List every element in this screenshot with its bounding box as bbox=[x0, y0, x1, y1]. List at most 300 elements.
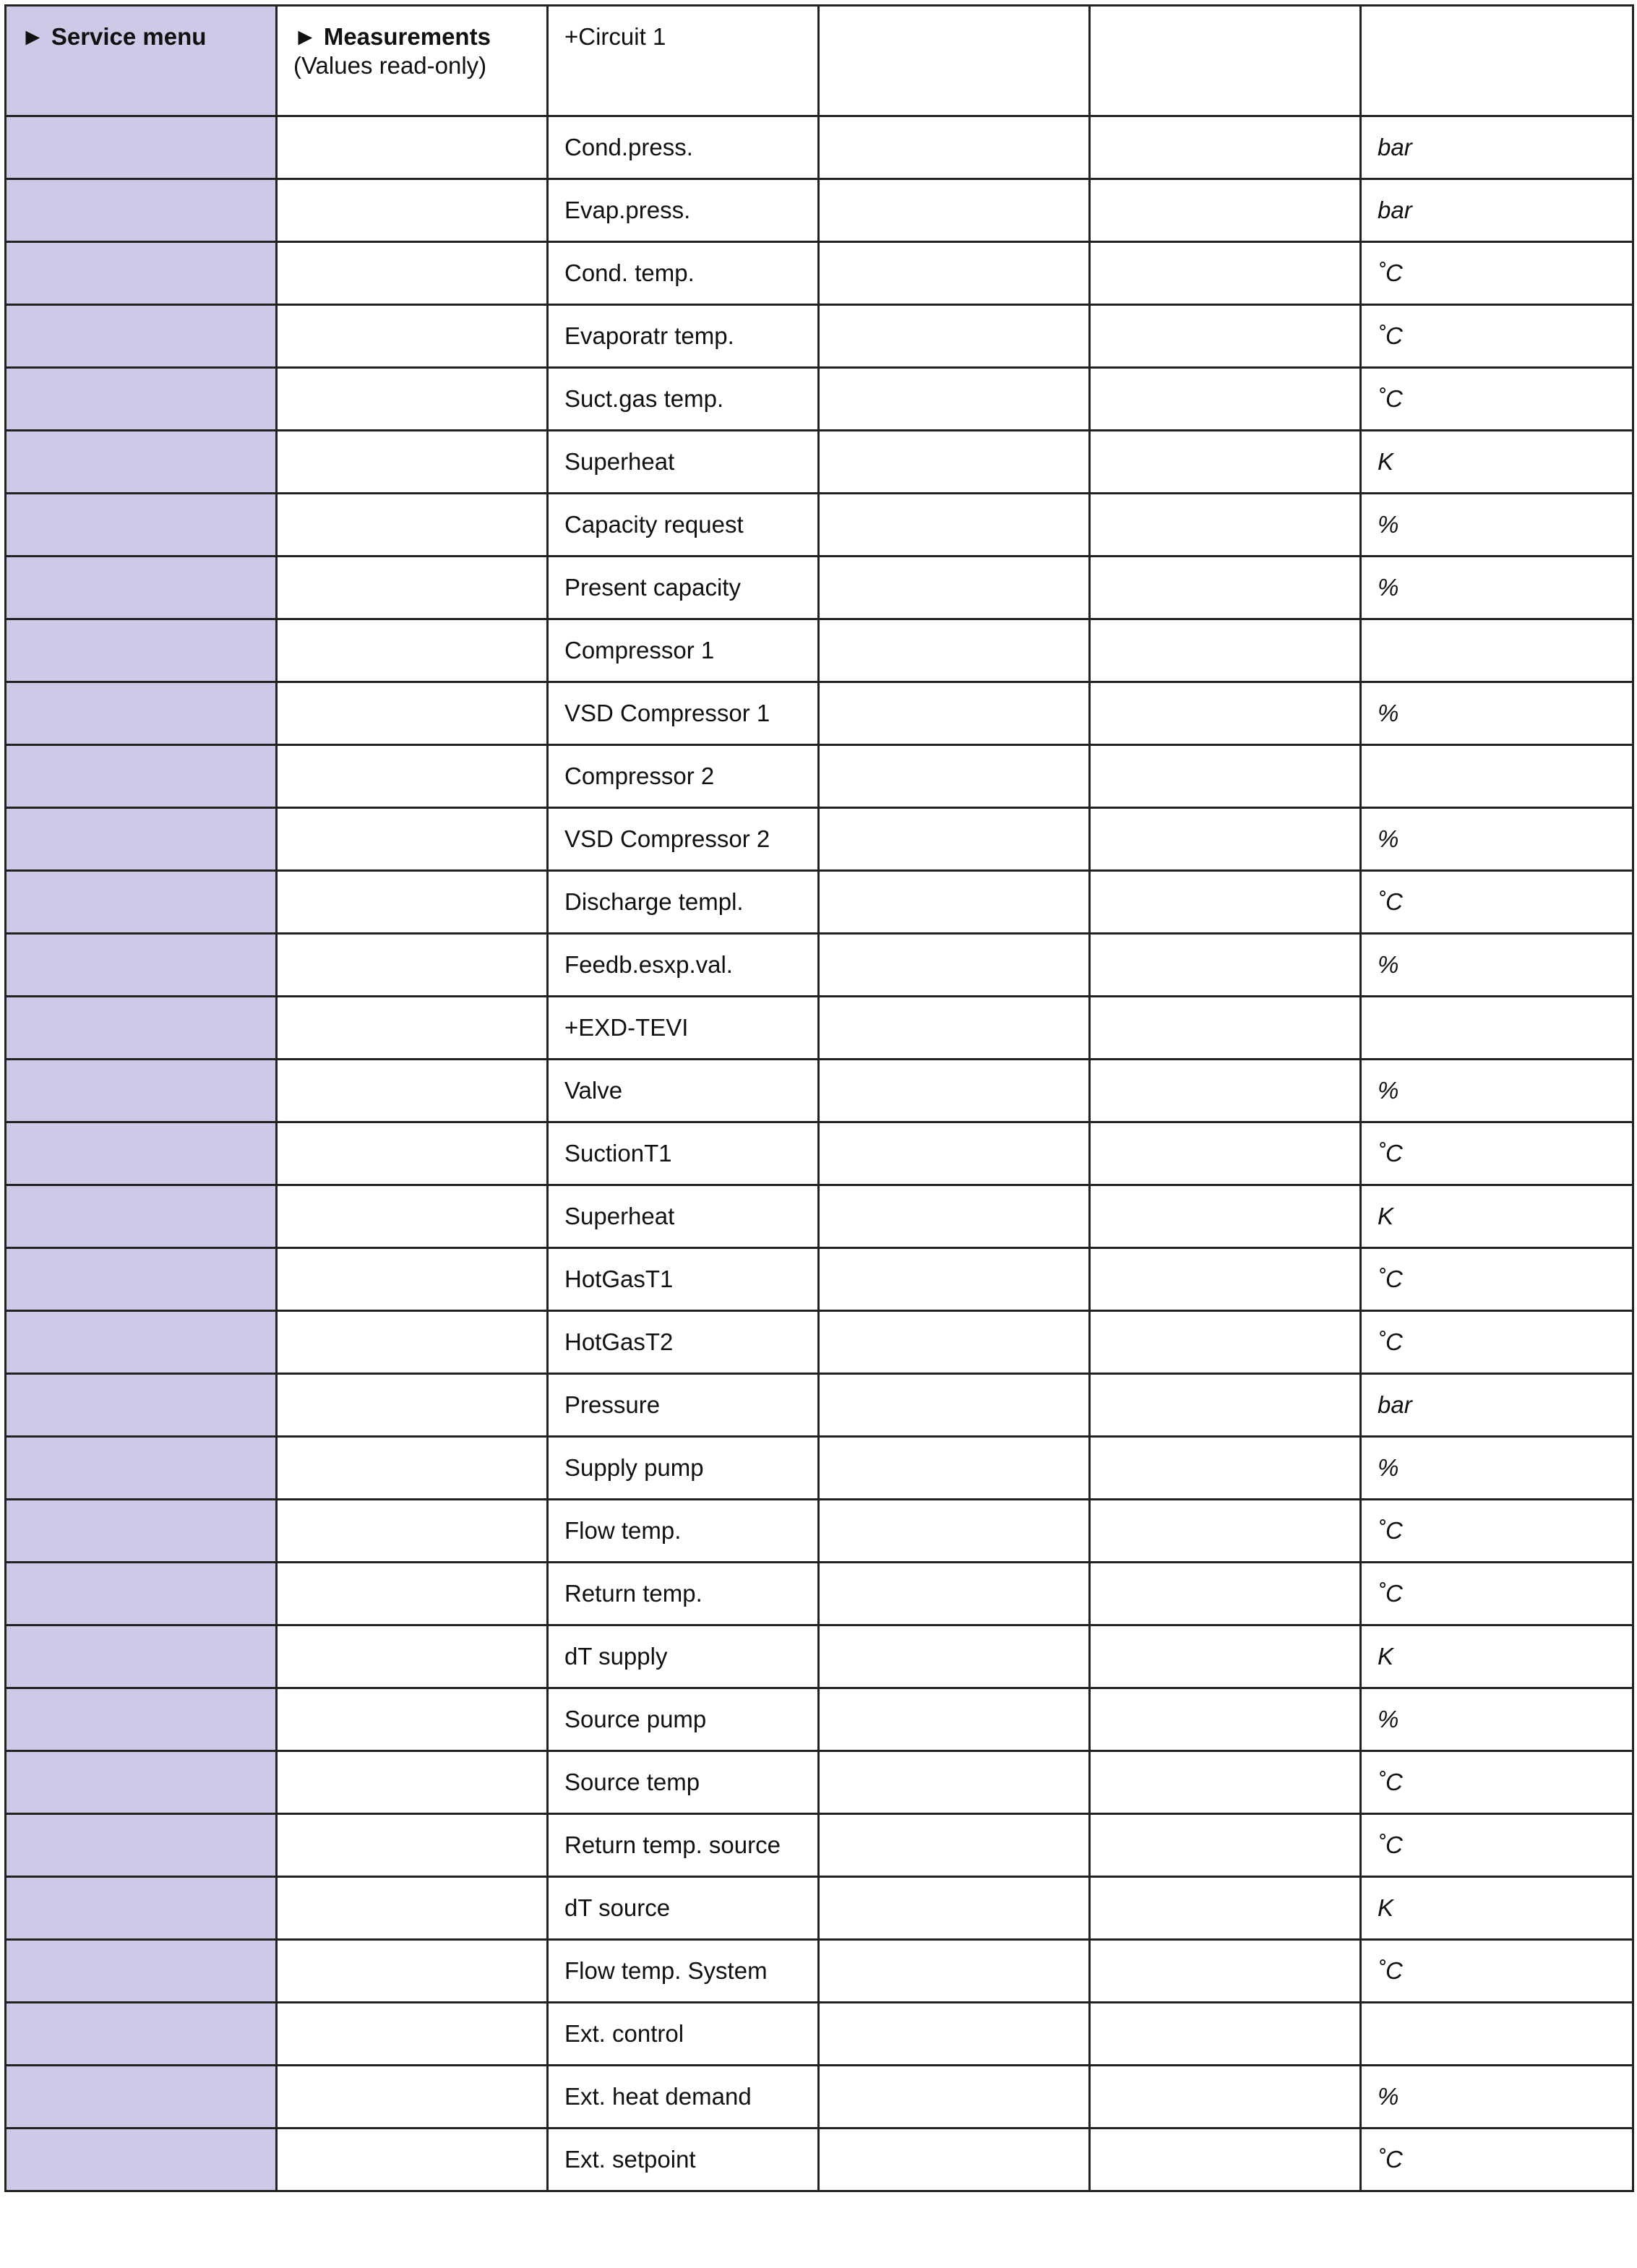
submenu-column-cell bbox=[277, 997, 548, 1060]
unit-cell bbox=[1361, 808, 1633, 871]
unit-label: bar bbox=[1378, 197, 1412, 223]
parameter-label: Superheat bbox=[564, 1203, 675, 1229]
parameter-label: dT source bbox=[564, 1894, 671, 1921]
empty-cell bbox=[1090, 1311, 1361, 1374]
parameter-cell bbox=[548, 1940, 819, 2003]
parameter-label: Source temp bbox=[564, 1769, 700, 1795]
menu-column-cell bbox=[6, 116, 277, 179]
measurements-label: ► Measurements bbox=[293, 23, 491, 50]
unit-label: ˚C bbox=[1378, 1580, 1403, 1607]
menu-column-cell bbox=[6, 1877, 277, 1940]
menu-column-cell bbox=[6, 1248, 277, 1311]
empty-cell bbox=[819, 1500, 1090, 1563]
empty-cell bbox=[819, 1311, 1090, 1374]
menu-column-cell bbox=[6, 242, 277, 305]
table-row bbox=[6, 1311, 1633, 1374]
empty-cell bbox=[1090, 1814, 1361, 1877]
submenu-column-cell bbox=[277, 934, 548, 997]
unit-label: % bbox=[1378, 574, 1399, 601]
empty-cell bbox=[1090, 808, 1361, 871]
unit-cell bbox=[1361, 1311, 1633, 1374]
parameter-cell bbox=[548, 1500, 819, 1563]
parameter-label: SuctionT1 bbox=[564, 1140, 672, 1167]
menu-column-cell bbox=[6, 1185, 277, 1248]
parameter-cell bbox=[548, 1248, 819, 1311]
table-row bbox=[6, 871, 1633, 934]
submenu-column-cell bbox=[277, 2066, 548, 2129]
empty-cell bbox=[819, 1374, 1090, 1437]
unit-label: K bbox=[1378, 1203, 1394, 1229]
unit-cell bbox=[1361, 2003, 1633, 2066]
table-row bbox=[6, 1814, 1633, 1877]
empty-cell bbox=[1090, 557, 1361, 619]
submenu-column-cell bbox=[277, 116, 548, 179]
empty-cell bbox=[819, 934, 1090, 997]
unit-cell bbox=[1361, 745, 1633, 808]
parameter-label: Ext. setpoint bbox=[564, 2146, 696, 2173]
empty-cell bbox=[819, 179, 1090, 242]
parameter-label: +EXD-TEVI bbox=[564, 1014, 689, 1041]
menu-column-cell bbox=[6, 1374, 277, 1437]
submenu-column-cell bbox=[277, 1751, 548, 1814]
parameter-cell bbox=[548, 808, 819, 871]
empty-cell bbox=[819, 116, 1090, 179]
submenu-column-cell bbox=[277, 2003, 548, 2066]
submenu-column-cell bbox=[277, 494, 548, 557]
empty-cell bbox=[819, 1814, 1090, 1877]
table-row bbox=[6, 997, 1633, 1060]
submenu-column-cell bbox=[277, 1374, 548, 1437]
unit-cell bbox=[1361, 179, 1633, 242]
submenu-column-cell bbox=[277, 1625, 548, 1688]
menu-column-cell bbox=[6, 808, 277, 871]
parameter-label: Compressor 2 bbox=[564, 763, 715, 789]
table-row bbox=[6, 808, 1633, 871]
table-row bbox=[6, 557, 1633, 619]
unit-cell bbox=[1361, 1500, 1633, 1563]
parameter-label: Evap.press. bbox=[564, 197, 691, 223]
unit-label: ˚C bbox=[1378, 1957, 1403, 1984]
parameter-cell bbox=[548, 1751, 819, 1814]
unit-cell bbox=[1361, 1437, 1633, 1500]
submenu-column-cell bbox=[277, 431, 548, 494]
empty-cell bbox=[819, 2003, 1090, 2066]
submenu-column-cell bbox=[277, 2129, 548, 2191]
parameter-label: Cond.press. bbox=[564, 134, 693, 160]
empty-cell bbox=[1090, 242, 1361, 305]
unit-cell bbox=[1361, 2129, 1633, 2191]
parameter-cell bbox=[548, 431, 819, 494]
submenu-column-cell bbox=[277, 1437, 548, 1500]
menu-column-cell bbox=[6, 2003, 277, 2066]
table-row bbox=[6, 1688, 1633, 1751]
empty-cell bbox=[819, 1625, 1090, 1688]
menu-column-cell bbox=[6, 1311, 277, 1374]
parameter-cell bbox=[548, 934, 819, 997]
menu-column-cell bbox=[6, 557, 277, 619]
unit-cell bbox=[1361, 1940, 1633, 2003]
submenu-column-cell bbox=[277, 1688, 548, 1751]
unit-label: % bbox=[1378, 2083, 1399, 2110]
parameter-label: Source pump bbox=[564, 1706, 707, 1732]
submenu-column-cell bbox=[277, 1814, 548, 1877]
unit-cell bbox=[1361, 368, 1633, 431]
parameter-cell bbox=[548, 1311, 819, 1374]
empty-cell bbox=[1090, 1500, 1361, 1563]
parameter-cell bbox=[548, 2129, 819, 2191]
empty-cell bbox=[1090, 1437, 1361, 1500]
empty-cell bbox=[1090, 1122, 1361, 1185]
table-row bbox=[6, 682, 1633, 745]
table-row bbox=[6, 305, 1633, 368]
unit-label: ˚C bbox=[1378, 1831, 1403, 1858]
table-row bbox=[6, 431, 1633, 494]
service-menu-sheet bbox=[4, 4, 1632, 2192]
table-row bbox=[6, 1248, 1633, 1311]
table-row bbox=[6, 619, 1633, 682]
empty-cell bbox=[819, 242, 1090, 305]
empty-cell bbox=[1090, 1248, 1361, 1311]
unit-cell bbox=[1361, 1122, 1633, 1185]
empty-cell bbox=[819, 431, 1090, 494]
parameter-cell bbox=[548, 116, 819, 179]
menu-column-cell bbox=[6, 305, 277, 368]
measurements-table bbox=[4, 4, 1634, 2192]
submenu-column-cell bbox=[277, 1940, 548, 2003]
empty-cell bbox=[1090, 368, 1361, 431]
unit-label: % bbox=[1378, 1706, 1399, 1732]
circuit-cell bbox=[548, 6, 819, 116]
table-row bbox=[6, 494, 1633, 557]
parameter-label: Present capacity bbox=[564, 574, 741, 601]
table-row bbox=[6, 368, 1633, 431]
empty-cell bbox=[1090, 997, 1361, 1060]
unit-label: ˚C bbox=[1378, 1517, 1403, 1544]
unit-cell bbox=[1361, 6, 1633, 116]
parameter-label: Flow temp. bbox=[564, 1517, 682, 1544]
unit-label: ˚C bbox=[1378, 888, 1403, 915]
empty-cell bbox=[1090, 1563, 1361, 1625]
empty-cell bbox=[1090, 494, 1361, 557]
parameter-cell bbox=[548, 1185, 819, 1248]
service-menu-label: ► Service menu bbox=[21, 23, 207, 50]
unit-cell bbox=[1361, 1688, 1633, 1751]
menu-column-cell bbox=[6, 368, 277, 431]
submenu-column-cell bbox=[277, 619, 548, 682]
parameter-cell bbox=[548, 1688, 819, 1751]
unit-label: ˚C bbox=[1378, 2146, 1403, 2173]
parameter-cell bbox=[548, 1563, 819, 1625]
menu-column-cell bbox=[6, 1625, 277, 1688]
unit-label: K bbox=[1378, 1643, 1394, 1670]
empty-cell bbox=[819, 1940, 1090, 2003]
empty-cell bbox=[1090, 1185, 1361, 1248]
unit-cell bbox=[1361, 1814, 1633, 1877]
table-row bbox=[6, 1877, 1633, 1940]
empty-cell bbox=[1090, 2066, 1361, 2129]
unit-cell bbox=[1361, 1625, 1633, 1688]
parameter-cell bbox=[548, 745, 819, 808]
parameter-cell bbox=[548, 1374, 819, 1437]
parameter-label: dT supply bbox=[564, 1643, 668, 1670]
menu-column-cell bbox=[6, 1751, 277, 1814]
unit-cell bbox=[1361, 116, 1633, 179]
unit-cell bbox=[1361, 2066, 1633, 2129]
table-row bbox=[6, 1437, 1633, 1500]
empty-cell bbox=[1090, 305, 1361, 368]
parameter-cell bbox=[548, 242, 819, 305]
parameter-label: VSD Compressor 2 bbox=[564, 825, 770, 852]
empty-cell bbox=[1090, 6, 1361, 116]
unit-cell bbox=[1361, 557, 1633, 619]
table-row bbox=[6, 116, 1633, 179]
parameter-label: HotGasT2 bbox=[564, 1328, 674, 1355]
table-row bbox=[6, 2129, 1633, 2191]
unit-cell bbox=[1361, 1751, 1633, 1814]
unit-cell bbox=[1361, 682, 1633, 745]
table-row bbox=[6, 1060, 1633, 1122]
empty-cell bbox=[819, 745, 1090, 808]
unit-cell bbox=[1361, 431, 1633, 494]
table-row bbox=[6, 179, 1633, 242]
parameter-cell bbox=[548, 1437, 819, 1500]
empty-cell bbox=[819, 1877, 1090, 1940]
submenu-column-cell bbox=[277, 1060, 548, 1122]
submenu-column-cell bbox=[277, 557, 548, 619]
unit-label: % bbox=[1378, 1454, 1399, 1481]
submenu-column-cell bbox=[277, 1500, 548, 1563]
unit-cell bbox=[1361, 997, 1633, 1060]
menu-column-cell bbox=[6, 1437, 277, 1500]
parameter-label: Cond. temp. bbox=[564, 259, 695, 286]
empty-cell bbox=[819, 305, 1090, 368]
empty-cell bbox=[819, 494, 1090, 557]
parameter-cell bbox=[548, 1060, 819, 1122]
menu-column-cell bbox=[6, 682, 277, 745]
empty-cell bbox=[1090, 179, 1361, 242]
menu-column-cell bbox=[6, 494, 277, 557]
parameter-label: Ext. control bbox=[564, 2020, 684, 2047]
parameter-cell bbox=[548, 557, 819, 619]
empty-cell bbox=[819, 1751, 1090, 1814]
empty-cell bbox=[819, 1437, 1090, 1500]
parameter-label: Superheat bbox=[564, 448, 675, 475]
menu-column-cell bbox=[6, 745, 277, 808]
submenu-column-cell bbox=[277, 1248, 548, 1311]
submenu-column-cell bbox=[277, 682, 548, 745]
empty-cell bbox=[819, 808, 1090, 871]
parameter-label: Flow temp. System bbox=[564, 1957, 768, 1984]
empty-cell bbox=[1090, 2003, 1361, 2066]
empty-cell bbox=[819, 871, 1090, 934]
unit-label: ˚C bbox=[1378, 1769, 1403, 1795]
menu-column-cell bbox=[6, 1940, 277, 2003]
empty-cell bbox=[1090, 682, 1361, 745]
menu-column-cell bbox=[6, 997, 277, 1060]
table-row bbox=[6, 745, 1633, 808]
unit-cell bbox=[1361, 494, 1633, 557]
parameter-cell bbox=[548, 1814, 819, 1877]
unit-cell bbox=[1361, 1248, 1633, 1311]
unit-label: ˚C bbox=[1378, 322, 1403, 349]
empty-cell bbox=[1090, 116, 1361, 179]
submenu-column-cell bbox=[277, 1185, 548, 1248]
parameter-cell bbox=[548, 1625, 819, 1688]
unit-cell bbox=[1361, 1060, 1633, 1122]
empty-cell bbox=[819, 1688, 1090, 1751]
parameter-label: HotGasT1 bbox=[564, 1266, 674, 1292]
service-menu-cell bbox=[6, 6, 277, 116]
unit-cell bbox=[1361, 1185, 1633, 1248]
empty-cell bbox=[819, 1060, 1090, 1122]
submenu-column-cell bbox=[277, 368, 548, 431]
parameter-label: VSD Compressor 1 bbox=[564, 700, 770, 726]
parameter-label: Pressure bbox=[564, 1391, 661, 1418]
header-row bbox=[6, 6, 1633, 116]
menu-column-cell bbox=[6, 934, 277, 997]
menu-column-cell bbox=[6, 871, 277, 934]
parameter-cell bbox=[548, 1877, 819, 1940]
table-row bbox=[6, 934, 1633, 997]
submenu-column-cell bbox=[277, 1122, 548, 1185]
table-row bbox=[6, 242, 1633, 305]
parameter-label: Ext. heat demand bbox=[564, 2083, 752, 2110]
parameter-label: Discharge templ. bbox=[564, 888, 744, 915]
submenu-column-cell bbox=[277, 808, 548, 871]
unit-label: % bbox=[1378, 700, 1399, 726]
submenu-column-cell bbox=[277, 305, 548, 368]
unit-label: % bbox=[1378, 825, 1399, 852]
unit-label: K bbox=[1378, 1894, 1394, 1921]
parameter-label: Supply pump bbox=[564, 1454, 704, 1481]
unit-cell bbox=[1361, 934, 1633, 997]
empty-cell bbox=[819, 997, 1090, 1060]
unit-label: ˚C bbox=[1378, 259, 1403, 286]
parameter-cell bbox=[548, 1122, 819, 1185]
parameter-cell bbox=[548, 619, 819, 682]
measurements-note: (Values read-only) bbox=[293, 52, 487, 79]
submenu-column-cell bbox=[277, 871, 548, 934]
empty-cell bbox=[819, 557, 1090, 619]
table-row bbox=[6, 1563, 1633, 1625]
empty-cell bbox=[1090, 1374, 1361, 1437]
parameter-label: Return temp. bbox=[564, 1580, 703, 1607]
unit-cell bbox=[1361, 1877, 1633, 1940]
parameter-label: Capacity request bbox=[564, 511, 744, 538]
unit-label: ˚C bbox=[1378, 1140, 1403, 1167]
table-row bbox=[6, 2003, 1633, 2066]
menu-column-cell bbox=[6, 179, 277, 242]
parameter-cell bbox=[548, 2003, 819, 2066]
parameter-cell bbox=[548, 682, 819, 745]
unit-label: bar bbox=[1378, 1391, 1412, 1418]
empty-cell bbox=[819, 1122, 1090, 1185]
measurements-cell bbox=[277, 6, 548, 116]
menu-column-cell bbox=[6, 619, 277, 682]
unit-label: bar bbox=[1378, 134, 1412, 160]
parameter-cell bbox=[548, 2066, 819, 2129]
empty-cell bbox=[1090, 1877, 1361, 1940]
table-row bbox=[6, 1751, 1633, 1814]
parameter-cell bbox=[548, 305, 819, 368]
menu-column-cell bbox=[6, 431, 277, 494]
table-row bbox=[6, 1122, 1633, 1185]
table-row bbox=[6, 1374, 1633, 1437]
empty-cell bbox=[1090, 1688, 1361, 1751]
menu-column-cell bbox=[6, 1122, 277, 1185]
empty-cell bbox=[1090, 934, 1361, 997]
empty-cell bbox=[1090, 1060, 1361, 1122]
parameter-cell bbox=[548, 871, 819, 934]
menu-column-cell bbox=[6, 1500, 277, 1563]
table-row bbox=[6, 2066, 1633, 2129]
unit-cell bbox=[1361, 1374, 1633, 1437]
unit-label: ˚C bbox=[1378, 1266, 1403, 1292]
submenu-column-cell bbox=[277, 1877, 548, 1940]
empty-cell bbox=[819, 1563, 1090, 1625]
empty-cell bbox=[1090, 1625, 1361, 1688]
unit-label: K bbox=[1378, 448, 1394, 475]
empty-cell bbox=[1090, 619, 1361, 682]
parameter-cell bbox=[548, 179, 819, 242]
empty-cell bbox=[819, 1185, 1090, 1248]
parameter-label: Evaporatr temp. bbox=[564, 322, 734, 349]
parameter-label: Valve bbox=[564, 1077, 623, 1104]
menu-column-cell bbox=[6, 1814, 277, 1877]
unit-label: ˚C bbox=[1378, 1328, 1403, 1355]
empty-cell bbox=[819, 2129, 1090, 2191]
menu-column-cell bbox=[6, 2129, 277, 2191]
empty-cell bbox=[819, 6, 1090, 116]
unit-cell bbox=[1361, 242, 1633, 305]
menu-column-cell bbox=[6, 1688, 277, 1751]
unit-label: % bbox=[1378, 1077, 1399, 1104]
table-row bbox=[6, 1185, 1633, 1248]
empty-cell bbox=[819, 368, 1090, 431]
empty-cell bbox=[1090, 1751, 1361, 1814]
parameter-label: Compressor 1 bbox=[564, 637, 715, 663]
parameter-cell bbox=[548, 997, 819, 1060]
parameter-label: Suct.gas temp. bbox=[564, 385, 724, 412]
unit-label: % bbox=[1378, 511, 1399, 538]
unit-cell bbox=[1361, 1563, 1633, 1625]
empty-cell bbox=[1090, 745, 1361, 808]
table-row bbox=[6, 1500, 1633, 1563]
submenu-column-cell bbox=[277, 242, 548, 305]
submenu-column-cell bbox=[277, 745, 548, 808]
table-row bbox=[6, 1625, 1633, 1688]
table-row bbox=[6, 1940, 1633, 2003]
unit-cell bbox=[1361, 619, 1633, 682]
parameter-cell bbox=[548, 494, 819, 557]
parameter-label: Feedb.esxp.val. bbox=[564, 951, 733, 978]
empty-cell bbox=[1090, 1940, 1361, 2003]
empty-cell bbox=[819, 2066, 1090, 2129]
menu-column-cell bbox=[6, 1060, 277, 1122]
empty-cell bbox=[819, 619, 1090, 682]
empty-cell bbox=[1090, 431, 1361, 494]
unit-label: % bbox=[1378, 951, 1399, 978]
empty-cell bbox=[1090, 2129, 1361, 2191]
submenu-column-cell bbox=[277, 179, 548, 242]
unit-label: ˚C bbox=[1378, 385, 1403, 412]
empty-cell bbox=[819, 1248, 1090, 1311]
menu-column-cell bbox=[6, 1563, 277, 1625]
parameter-label: Return temp. source bbox=[564, 1831, 781, 1858]
parameter-cell bbox=[548, 368, 819, 431]
submenu-column-cell bbox=[277, 1563, 548, 1625]
unit-cell bbox=[1361, 871, 1633, 934]
